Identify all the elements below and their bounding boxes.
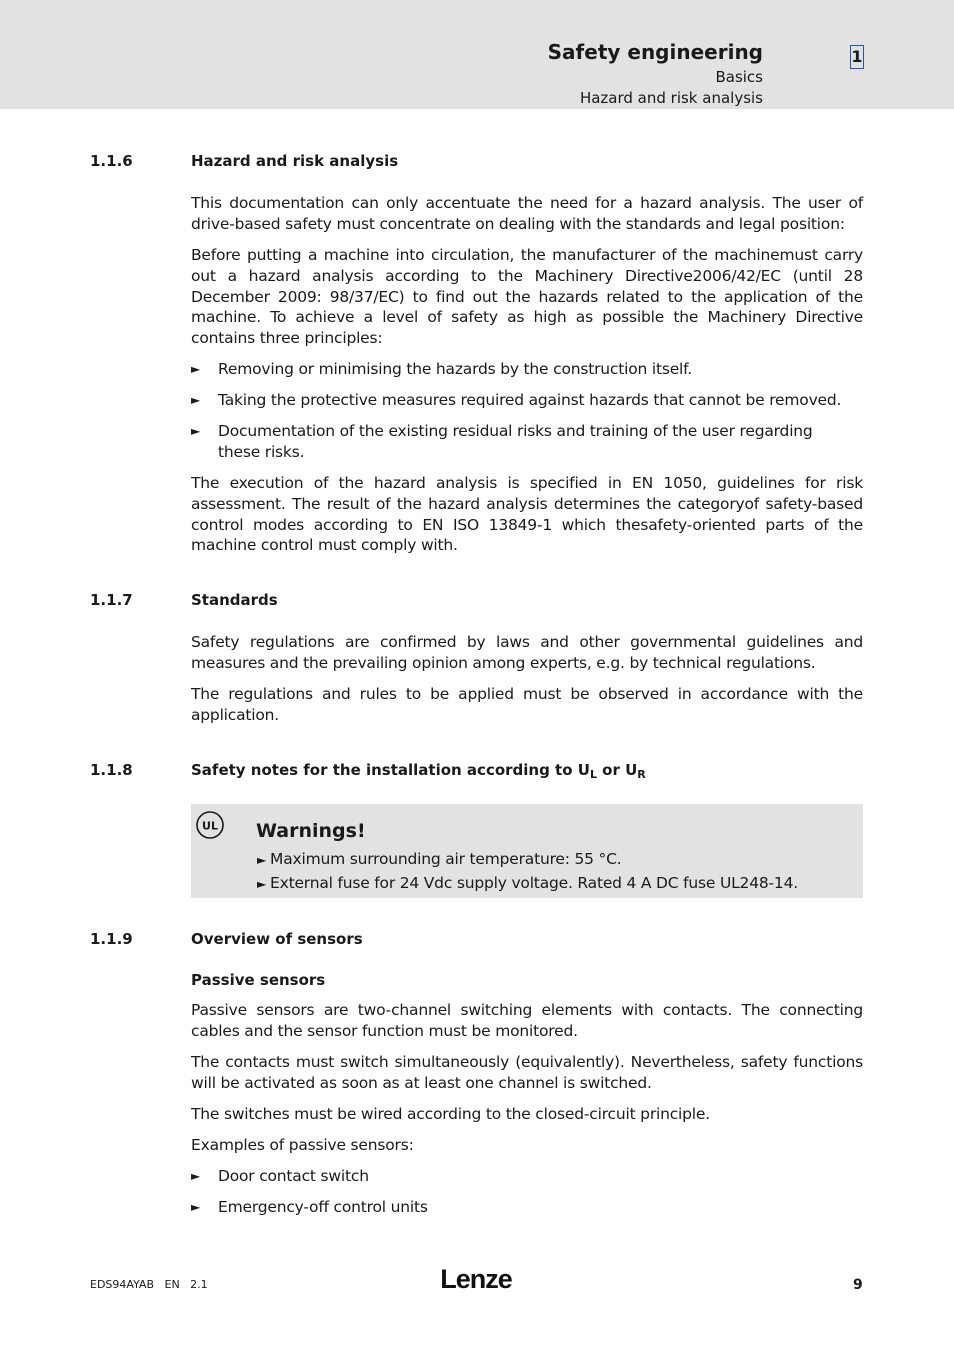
triangle-right-icon: ►: [191, 1200, 201, 1214]
triangle-right-icon: ►: [191, 424, 201, 438]
paragraph: The switches must be wired according to the closed-circuit principle.: [191, 1105, 710, 1123]
header-band: [0, 0, 954, 109]
section-subtitle: Basics: [715, 68, 763, 86]
paragraph: Passive sensors are two-channel switching elements with contacts. The connecting cables and the sensor function must be monitored.: [191, 1001, 863, 1040]
paragraph: Examples of passive sensors:: [191, 1136, 414, 1154]
list-item: ► Taking the protective measures required against hazards that cannot be removed.: [191, 391, 842, 409]
warning-item: ► External fuse for 24 Vdc supply voltage. Rated 4 A DC fuse UL248-14.: [257, 874, 798, 892]
section-number: 1.1.6: [90, 152, 133, 170]
subsection-subtitle: Hazard and risk analysis: [579, 89, 763, 107]
section-heading: Overview of sensors: [191, 930, 363, 948]
triangle-right-icon: ►: [257, 853, 267, 867]
list-item: ► Emergency-off control units: [191, 1198, 428, 1216]
chapter-number-link[interactable]: 1: [850, 45, 864, 69]
list-item: ► Removing or minimising the hazards by the construction itself.: [191, 360, 692, 378]
list-item: ► Documentation of the existing residual risks and training of the user regarding these risks.: [191, 422, 813, 461]
triangle-right-icon: ►: [257, 877, 267, 891]
triangle-right-icon: ►: [191, 393, 201, 407]
section-number: 1.1.7: [90, 591, 133, 609]
triangle-right-icon: ►: [191, 1169, 201, 1183]
paragraph: The execution of the hazard analysis is specified in EN 1050, guidelines for risk assessment. The result of the hazard analysis determines the categoryof safety-based control modes according to EN ISO 13849-1 which thesafety-oriented parts of the machine control must comply with.: [191, 474, 863, 555]
warning-title: Warnings!: [256, 820, 366, 842]
paragraph: Before putting a machine into circulation, the manufacturer of the machinemust carry out a hazard analysis according to the Machinery Directive2006/42/EC (until 28 December 2009: 98/37/EC) to find out the hazards related to the application of the machine. To achieve a level of safety as high as possible the Machinery Directive contains three principles:: [191, 246, 863, 348]
document-code: EDS94AYAB EN 2.1: [90, 1278, 208, 1291]
list-item: ► Door contact switch: [191, 1167, 369, 1185]
page-number: 9: [853, 1277, 863, 1293]
lenze-logo: [436, 1262, 516, 1294]
svg-text:UL: UL: [202, 819, 218, 833]
warning-box: [191, 804, 863, 898]
section-heading: Safety notes for the installation according to $U_L$ or $U_R$: [191, 761, 646, 781]
section-heading: Hazard and risk analysis: [191, 152, 399, 170]
chapter-title: Safety engineering: [547, 40, 763, 64]
triangle-right-icon: ►: [191, 362, 201, 376]
svg-text:Lenze: Lenze: [440, 1264, 512, 1294]
section-number: 1.1.8: [90, 761, 133, 779]
paragraph: Safety regulations are confirmed by laws and other governmental guidelines and measures and the prevailing opinion among experts, e.g. by technical regulations.: [191, 633, 863, 672]
paragraph: The regulations and rules to be applied must be observed in accordance with the application.: [191, 685, 863, 724]
section-heading: Standards: [191, 591, 278, 609]
ul-mark-icon: [195, 810, 225, 840]
paragraph: This documentation can only accentuate the need for a hazard analysis. The user of drive-based safety must concentrate on dealing with the standards and legal position:: [191, 194, 863, 233]
section-number: 1.1.9: [90, 930, 133, 948]
paragraph: The contacts must switch simultaneously (equivalently). Nevertheless, safety functions will be activated as soon as at least one channel is switched.: [191, 1053, 863, 1092]
subheading: Passive sensors: [191, 971, 326, 989]
warning-item: ► Maximum surrounding air temperature: 55 °C.: [257, 850, 622, 868]
